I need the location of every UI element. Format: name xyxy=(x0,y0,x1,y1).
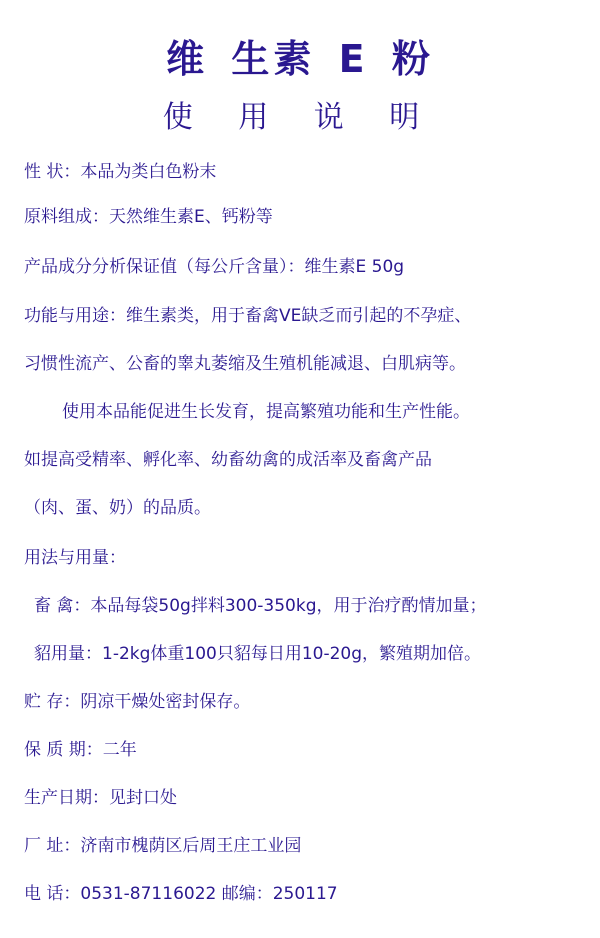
product-title: 维 生素 E 粉 xyxy=(166,37,434,81)
function-line-5: （肉、蛋、奶）的品质。 xyxy=(24,498,211,518)
function-line-4: 如提高受精率、孵化率、幼畜幼禽的成活率及畜禽产品 xyxy=(24,450,432,470)
production-date-line: 生产日期：见封口处 xyxy=(24,788,177,808)
ingredients-line: 原料组成：天然维生素E、钙粉等 xyxy=(24,207,273,227)
property-line: 性 状：本品为类白色粉末 xyxy=(24,162,217,182)
instructions-heading: 使 用 说 明 xyxy=(162,100,438,135)
function-line-3: 使用本品能促进生长发育，提高繁殖功能和生产性能。 xyxy=(62,402,470,422)
function-line-1: 功能与用途：维生素类，用于畜禽VE缺乏而引起的不孕症、 xyxy=(24,306,472,326)
address-line: 厂 址：济南市槐荫区后周王庄工业园 xyxy=(24,836,302,856)
contact-line: 电 话：0531-87116022 邮编：250117 xyxy=(24,884,338,904)
guaranteed-value-line: 产品成分分析保证值（每公斤含量）：维生素E 50g xyxy=(24,257,405,277)
function-line-2: 习惯性流产、公畜的睾丸萎缩及生殖机能减退、白肌病等。 xyxy=(24,354,466,374)
usage-heading: 用法与用量： xyxy=(24,548,126,568)
usage-livestock-line: 畜 禽：本品每袋50g拌料300-350kg，用于治疗酌情加量； xyxy=(34,596,487,616)
shelf-life-line: 保 质 期：二年 xyxy=(24,740,137,760)
usage-mink-line: 貂用量：1-2kg体重100只貂每日用10-20g，繁殖期加倍。 xyxy=(34,644,482,664)
storage-line: 贮 存：阴凉干燥处密封保存。 xyxy=(24,692,251,712)
